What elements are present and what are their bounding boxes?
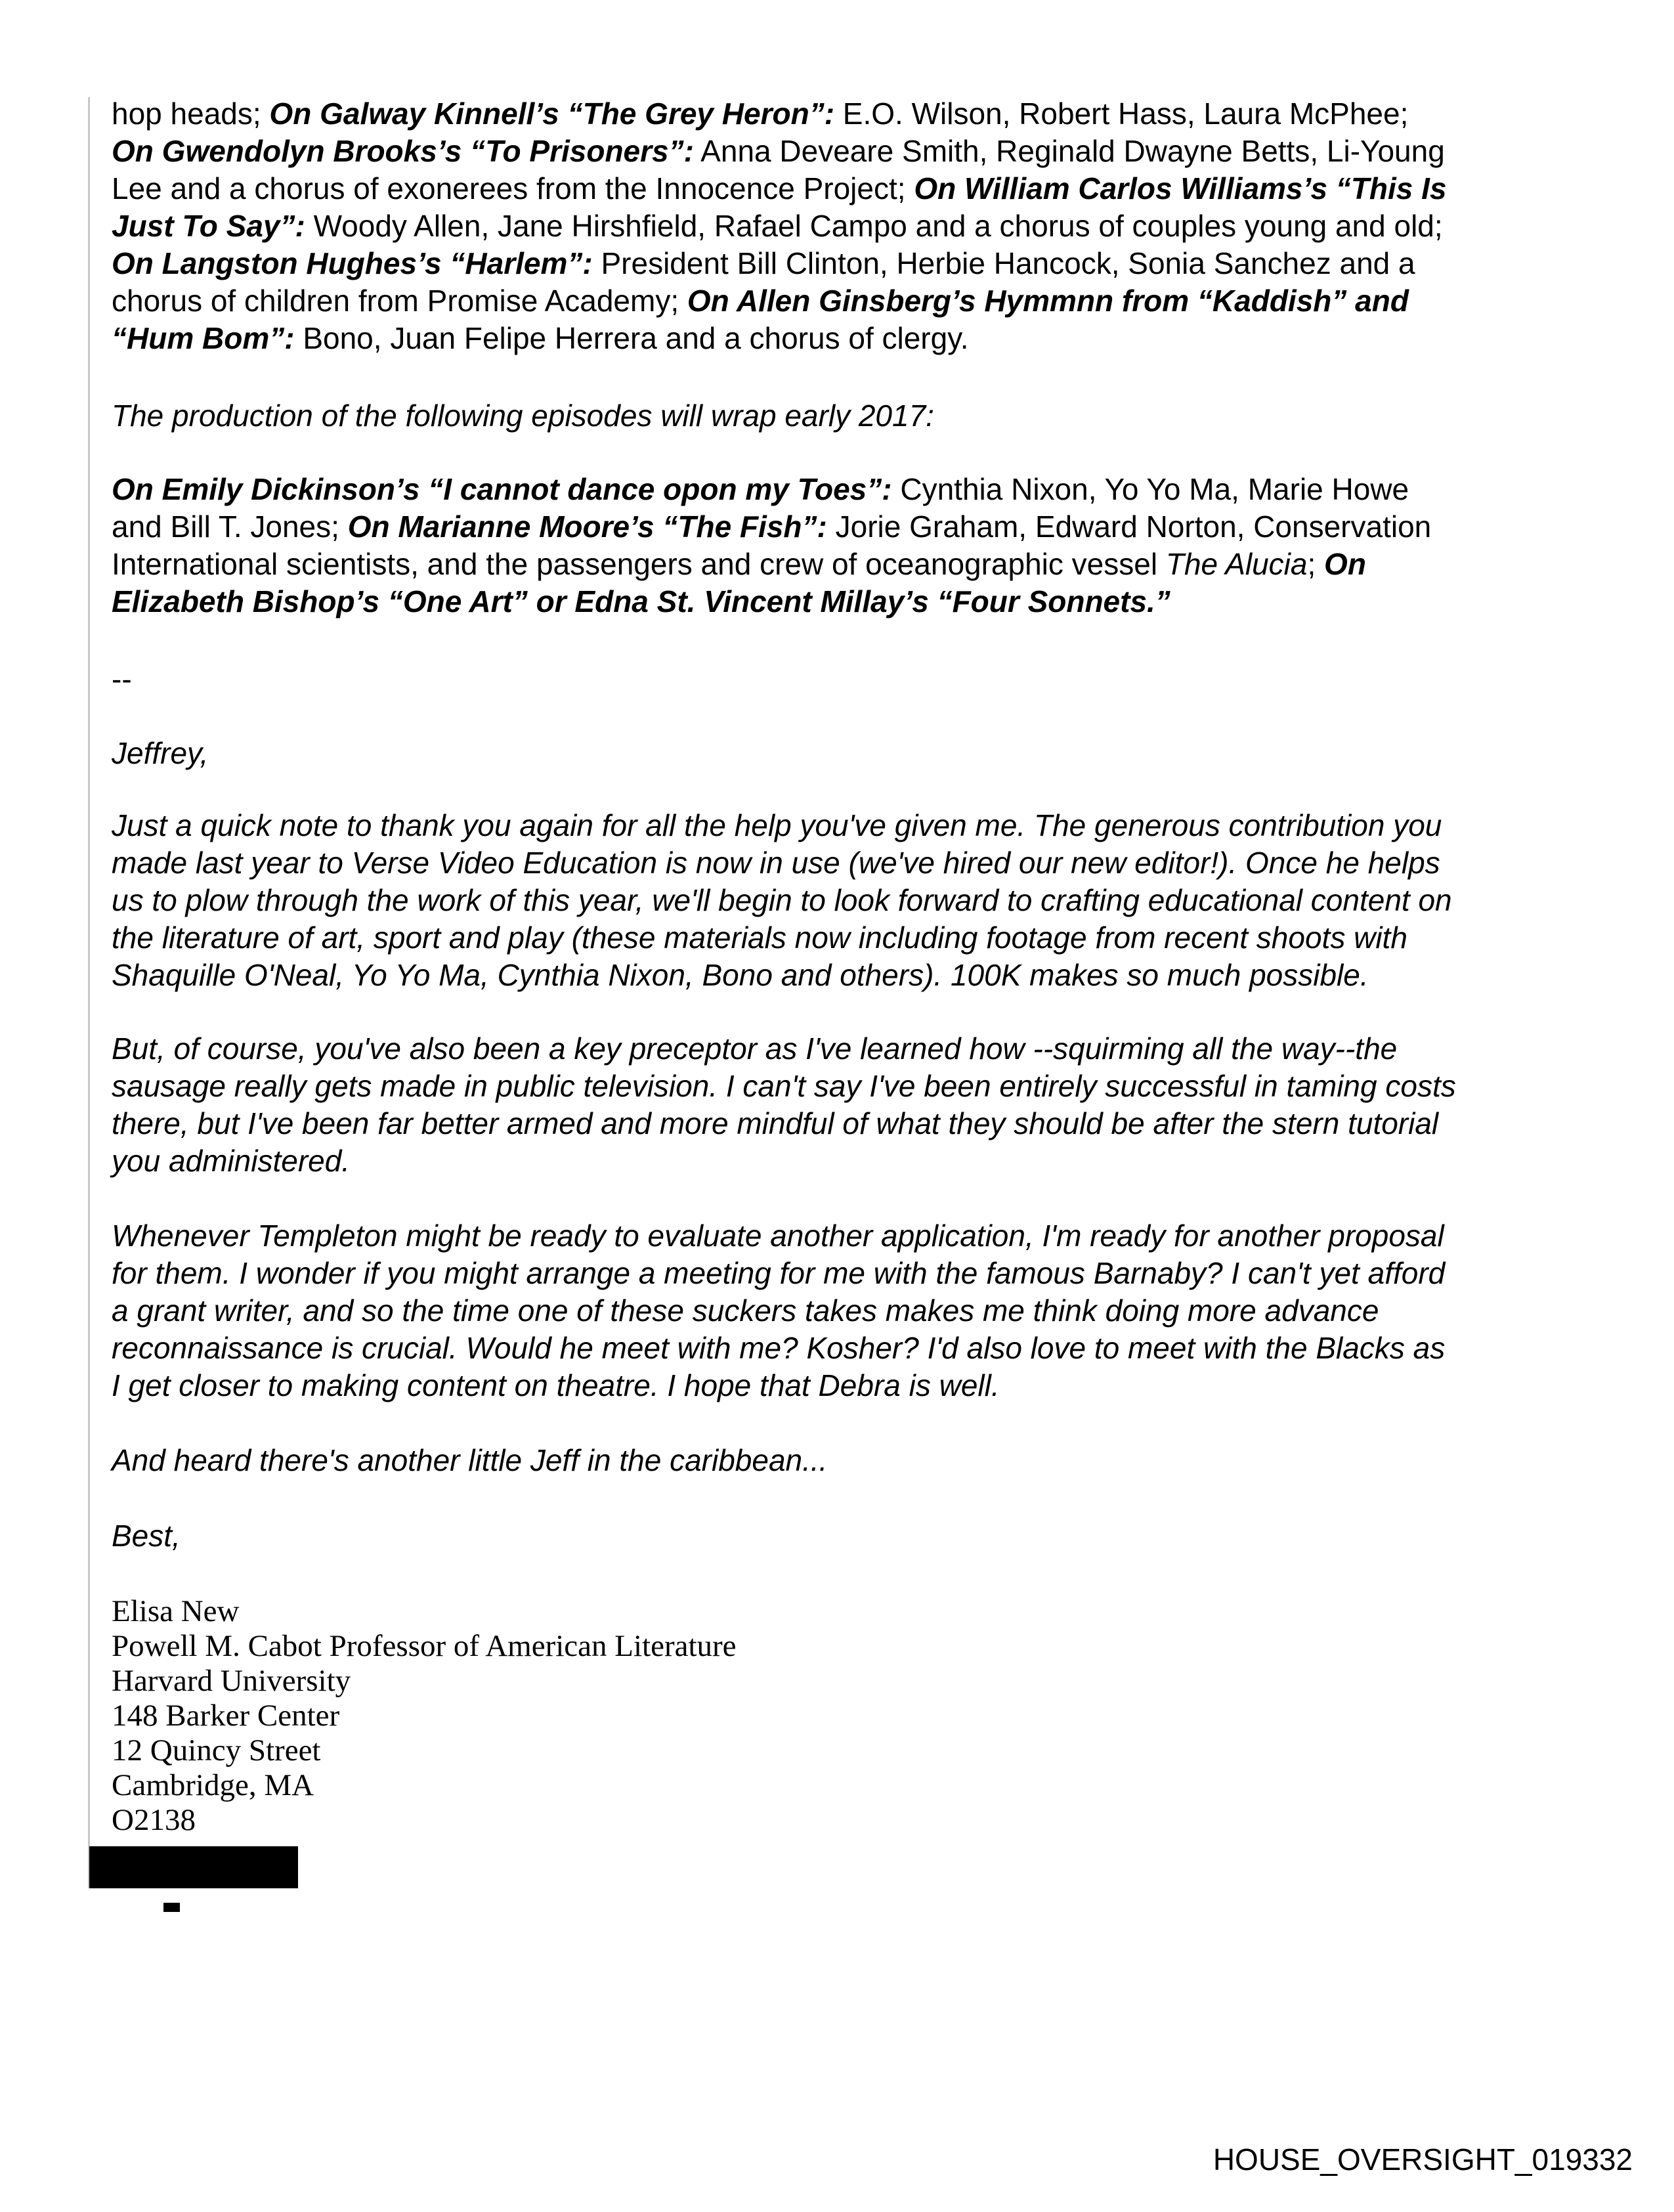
text-run: Anna Deveare Smith, Reginald Dwayne Betts, Li-Young bbox=[693, 134, 1445, 168]
paragraph bbox=[112, 807, 1452, 994]
text-line bbox=[112, 735, 208, 772]
text-line bbox=[112, 1292, 1445, 1330]
text-run: On Allen Ginsberg’s Hymmnn from “Kaddish” and bbox=[687, 284, 1409, 318]
text-run: Cynthia Nixon, Yo Yo Ma, Marie Howe bbox=[891, 472, 1409, 506]
text-run: ; bbox=[1307, 547, 1325, 581]
text-run: On bbox=[1324, 547, 1366, 581]
text-line bbox=[112, 882, 1452, 919]
text-line bbox=[112, 282, 1447, 320]
text-run: Just To Say”: bbox=[112, 209, 305, 243]
text-line bbox=[112, 1105, 1456, 1142]
text-line bbox=[112, 1255, 1445, 1292]
text-run: President Bill Clinton, Herbie Hancock, Sonia Sanchez and a bbox=[592, 246, 1415, 280]
text-run: Elizabeth Bishop’s “One Art” or Edna St. Vincent Millay’s “Four Sonnets.” bbox=[112, 584, 1170, 618]
paragraph bbox=[112, 1030, 1456, 1180]
text-run: us to plow through the work of this year, we'll begin to look forward to crafting educational content on bbox=[112, 883, 1452, 917]
text-line bbox=[112, 661, 132, 698]
text-line bbox=[112, 397, 934, 435]
redaction-mark bbox=[163, 1903, 180, 1912]
text-run: a grant writer, and so the time one of these suckers takes makes me think doing more advance bbox=[112, 1293, 1379, 1328]
signature-line: 12 Quincy Street bbox=[112, 1733, 321, 1767]
text-run: Lee and a chorus of exonerees from the Innocence Project; bbox=[112, 171, 914, 206]
text-line bbox=[112, 207, 1447, 245]
signature-line: Harvard University bbox=[112, 1664, 351, 1698]
text-run: Just a quick note to thank you again for all the help you've given me. The generous contribution you bbox=[112, 808, 1442, 842]
text-run: On William Carlos Williams’s “This Is bbox=[914, 171, 1447, 206]
text-run: sausage really gets made in public television. I can't say I've been entirely successful in taming costs bbox=[112, 1069, 1456, 1103]
paragraph bbox=[112, 471, 1431, 620]
text-run: reconnaissance is crucial. Would he meet with me? Kosher? I'd also love to meet with the Blacks as bbox=[112, 1331, 1446, 1365]
text-run: you administered. bbox=[112, 1144, 351, 1178]
text-line bbox=[112, 1367, 1445, 1404]
paragraph bbox=[112, 95, 1447, 357]
paragraph bbox=[112, 1217, 1445, 1404]
paragraph bbox=[112, 661, 132, 698]
text-line bbox=[112, 1217, 1445, 1255]
text-run: The Alucia bbox=[1165, 547, 1308, 581]
text-run: -- bbox=[112, 662, 132, 696]
text-line bbox=[112, 957, 1452, 994]
text-line bbox=[112, 245, 1447, 282]
text-run: On Emily Dickinson’s “I cannot dance opon my Toes”: bbox=[112, 472, 892, 506]
text-run: Best, bbox=[112, 1519, 181, 1553]
text-run: chorus of children from Promise Academy; bbox=[112, 284, 687, 318]
text-line bbox=[112, 320, 1447, 357]
text-run: The production of the following episodes will wrap early 2017: bbox=[112, 399, 934, 433]
text-run: I get closer to making content on theatre. I hope that Debra is well. bbox=[112, 1368, 1000, 1402]
text-run: International scientists, and the passengers and crew of oceanographic vessel bbox=[112, 547, 1166, 581]
text-line bbox=[112, 1330, 1445, 1367]
text-run: But, of course, you've also been a key preceptor as I've learned how --squirming all the way--the bbox=[112, 1031, 1398, 1066]
text-run: On Gwendolyn Brooks’s “To Prisoners”: bbox=[112, 134, 694, 168]
text-run: “Hum Bom”: bbox=[112, 321, 295, 355]
signature-line: Elisa New bbox=[112, 1594, 240, 1628]
text-run: there, but I've been far better armed and more mindful of what they should be after the stern tutorial bbox=[112, 1106, 1439, 1140]
text-run: On Marianne Moore’s “The Fish”: bbox=[347, 510, 827, 544]
paragraph bbox=[112, 397, 934, 435]
text-line bbox=[112, 508, 1431, 546]
text-line bbox=[112, 807, 1452, 844]
text-run: On Galway Kinnell’s “The Grey Heron”: bbox=[269, 97, 835, 131]
paragraph bbox=[112, 735, 208, 772]
signature-line: Cambridge, MA bbox=[112, 1768, 314, 1802]
text-line bbox=[112, 1517, 181, 1555]
text-run: hop heads; bbox=[112, 97, 270, 131]
text-run: Jorie Graham, Edward Norton, Conservation bbox=[826, 510, 1432, 544]
text-line bbox=[112, 1030, 1456, 1068]
bates-number: HOUSE_OVERSIGHT_019332 bbox=[1213, 2142, 1633, 2177]
text-run: Jeffrey, bbox=[112, 736, 209, 770]
paragraph bbox=[112, 1517, 181, 1555]
signature-line: Powell M. Cabot Professor of American Literature bbox=[112, 1629, 737, 1663]
text-run: for them. I wonder if you might arrange a meeting for me with the famous Barnaby? I can't yet afford bbox=[112, 1256, 1446, 1290]
text-run: And heard there's another little Jeff in the caribbean... bbox=[112, 1443, 828, 1477]
text-line bbox=[112, 1068, 1456, 1105]
text-run: made last year to Verse Video Education is now in use (we've hired our new editor!). Once he helps bbox=[112, 846, 1440, 880]
text-line bbox=[112, 919, 1452, 957]
text-run: the literature of art, sport and play (these materials now including footage from recent shoots with bbox=[112, 921, 1407, 955]
text-run: E.O. Wilson, Robert Hass, Laura McPhee; bbox=[834, 97, 1409, 131]
text-run: and Bill T. Jones; bbox=[112, 510, 348, 544]
text-line bbox=[112, 844, 1452, 882]
signature-line: 148 Barker Center bbox=[112, 1699, 340, 1733]
text-line bbox=[112, 546, 1431, 583]
signature-block bbox=[112, 1594, 737, 1838]
margin-rule bbox=[88, 97, 90, 1888]
signature-line: O2138 bbox=[112, 1803, 196, 1837]
text-run: Bono, Juan Felipe Herrera and a chorus of clergy. bbox=[294, 321, 969, 355]
text-line bbox=[112, 95, 1447, 133]
text-line bbox=[112, 1142, 1456, 1180]
text-run: Whenever Templeton might be ready to evaluate another application, I'm ready for another proposal bbox=[112, 1219, 1444, 1253]
text-line bbox=[112, 170, 1447, 207]
text-run: Shaquille O'Neal, Yo Yo Ma, Cynthia Nixon, Bono and others). 100K makes so much possible. bbox=[112, 958, 1369, 992]
text-line bbox=[112, 471, 1431, 508]
text-run: On Langston Hughes’s “Harlem”: bbox=[112, 246, 593, 280]
text-line bbox=[112, 583, 1431, 620]
text-run: Woody Allen, Jane Hirshfield, Rafael Campo and a chorus of couples young and old; bbox=[305, 209, 1443, 243]
redaction-block bbox=[89, 1846, 298, 1888]
text-line bbox=[112, 1442, 827, 1479]
text-line bbox=[112, 133, 1447, 170]
paragraph bbox=[112, 1442, 827, 1479]
